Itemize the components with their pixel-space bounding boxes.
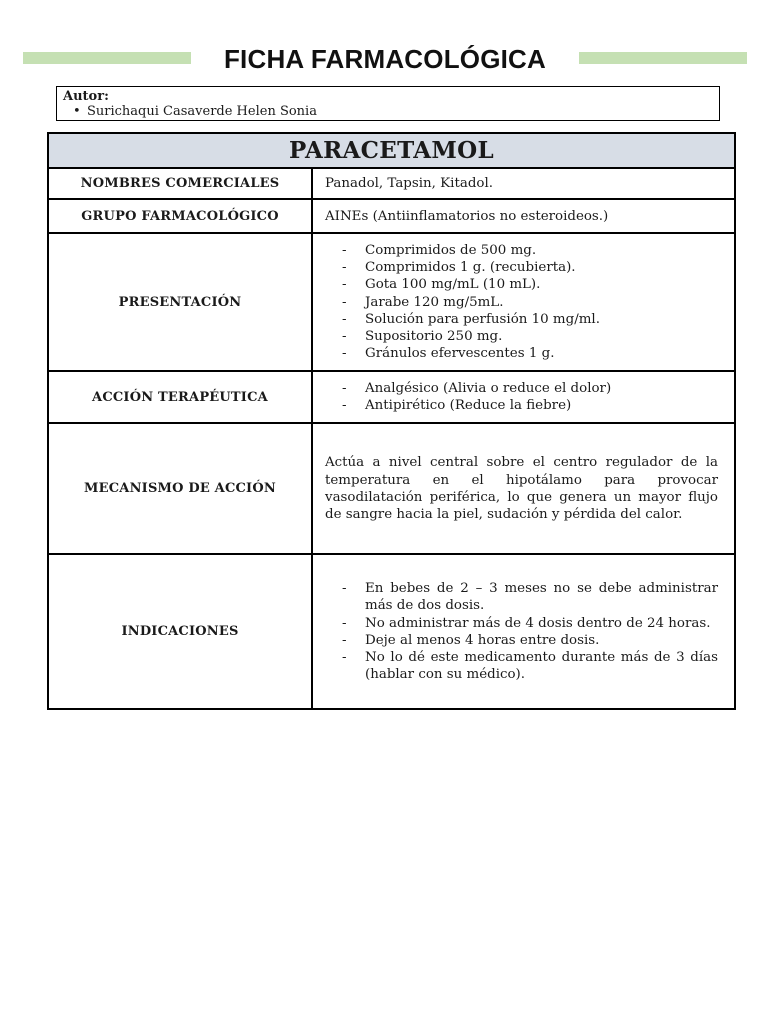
row-label-mecanismo-de-accion: MECANISMO DE ACCIÓN bbox=[48, 423, 312, 554]
table-row bbox=[48, 371, 735, 423]
bullet-icon: • bbox=[73, 104, 81, 119]
table-row bbox=[48, 554, 735, 709]
title-decor-bar-right bbox=[579, 52, 747, 64]
author-list-item bbox=[63, 104, 713, 120]
list-item: - Gránulos efervescentes 1 g. bbox=[365, 345, 718, 362]
row-value-indicaciones bbox=[312, 554, 735, 709]
row-value-grupo-farmacologico: AINEs (Antiinflamatorios no esteroideos.) bbox=[312, 199, 735, 233]
drug-sheet-table bbox=[47, 132, 736, 710]
list-item: - En bebes de 2 – 3 meses no se debe administrar más de dos dosis. bbox=[365, 580, 718, 614]
list-item: - No administrar más de 4 dosis dentro de 24 horas. bbox=[365, 615, 718, 632]
title-decor-bar-left bbox=[23, 52, 191, 64]
row-label-grupo-farmacologico: GRUPO FARMACOLÓGICO bbox=[48, 199, 312, 233]
author-label: Autor: bbox=[63, 89, 109, 104]
row-value-mecanismo-de-accion: Actúa a nivel central sobre el centro regulador de la temperatura en el hipotálamo para provocar vasodilatación periférica, lo que genera un mayor flujo de sangre hacia la piel, sudación y pérdida del calor. bbox=[312, 423, 735, 554]
row-label-nombres-comerciales: NOMBRES COMERCIALES bbox=[48, 168, 312, 199]
list-item: - Supositorio 250 mg. bbox=[365, 328, 718, 345]
drug-name: PARACETAMOL bbox=[48, 133, 735, 168]
author-name: Surichaqui Casaverde Helen Sonia bbox=[87, 104, 317, 119]
table-row bbox=[48, 168, 735, 199]
list-item: - No lo dé este medicamento durante más de 3 días (hablar con su médico). bbox=[365, 649, 718, 683]
list-item: - Comprimidos 1 g. (recubierta). bbox=[365, 259, 718, 276]
author-box bbox=[56, 86, 720, 121]
row-value-presentacion bbox=[312, 233, 735, 371]
list-item: - Jarabe 120 mg/5mL. bbox=[365, 294, 718, 311]
document-title: FICHA FARMACOLÓGICA bbox=[223, 44, 547, 74]
row-value-nombres-comerciales: Panadol, Tapsin, Kitadol. bbox=[312, 168, 735, 199]
drug-name-row bbox=[48, 133, 735, 168]
list-item: - Analgésico (Alivia o reduce el dolor) bbox=[365, 380, 718, 397]
list-item: - Deje al menos 4 horas entre dosis. bbox=[365, 632, 718, 649]
row-label-accion-terapeutica: ACCIÓN TERAPÉUTICA bbox=[48, 371, 312, 423]
table-row bbox=[48, 233, 735, 371]
action-list bbox=[325, 380, 718, 414]
list-item: - Gota 100 mg/mL (10 mL). bbox=[365, 276, 718, 293]
row-value-accion-terapeutica bbox=[312, 371, 735, 423]
presentation-list bbox=[325, 242, 718, 362]
row-label-presentacion: PRESENTACIÓN bbox=[48, 233, 312, 371]
table-row bbox=[48, 423, 735, 554]
list-item: - Antipirético (Reduce la fiebre) bbox=[365, 397, 718, 414]
list-item: - Solución para perfusión 10 mg/ml. bbox=[365, 311, 718, 328]
row-label-indicaciones: INDICACIONES bbox=[48, 554, 312, 709]
table-row bbox=[48, 199, 735, 233]
indications-list bbox=[325, 580, 718, 683]
list-item: - Comprimidos de 500 mg. bbox=[365, 242, 718, 259]
